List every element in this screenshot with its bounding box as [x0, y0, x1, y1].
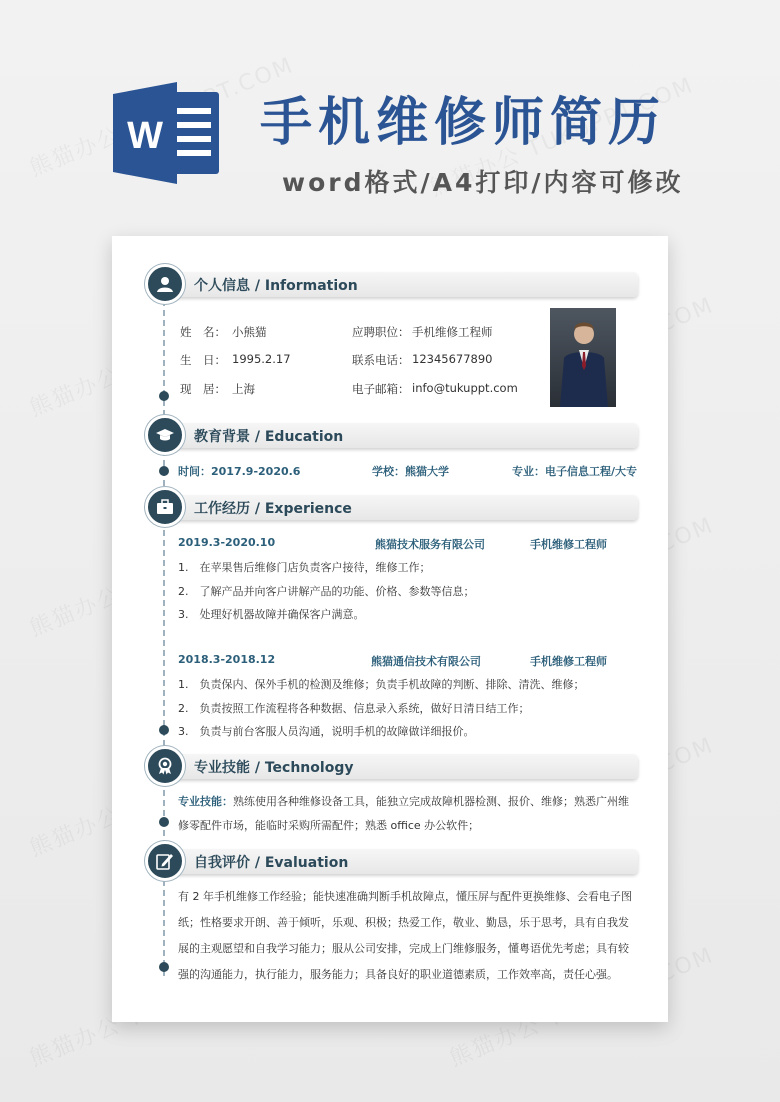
name-value: 小熊猫: [232, 325, 267, 339]
page-title: 手机维修师简历: [260, 93, 667, 153]
job-duty: 2. 负责按照工作流程将各种数据、信息录入系统，做好日清日结工作；: [178, 702, 530, 715]
svg-text:W: W: [127, 115, 163, 157]
section-header-education: [164, 423, 638, 448]
briefcase-icon: [145, 487, 185, 527]
email-label: 电子邮箱：: [352, 382, 410, 396]
timeline-dot: [159, 817, 169, 827]
job-period: 2019.3-2020.10: [178, 536, 276, 549]
education-time: 时间：2017.9-2020.6: [178, 465, 301, 478]
user-icon: [145, 264, 185, 304]
section-title: 专业技能 / Technology: [194, 760, 354, 776]
timeline-dot: [159, 391, 169, 401]
timeline-dot: [159, 725, 169, 735]
job-company: 熊猫技术服务有限公司: [375, 538, 485, 551]
section-header-experience: [164, 495, 638, 520]
profile-photo: [550, 308, 616, 407]
section-header-skills: [164, 754, 638, 779]
birth-value: 1995.2.17: [232, 352, 291, 366]
section-header-evaluation: [164, 849, 638, 874]
job-role: 手机维修工程师: [530, 655, 607, 668]
section-header-info: [164, 272, 638, 297]
section-title: 个人信息 / Information: [194, 278, 358, 294]
section-title: 自我评价 / Evaluation: [194, 855, 349, 871]
graduation-cap-icon: [145, 415, 185, 455]
timeline-dot: [159, 466, 169, 476]
home-label: 现 居：: [180, 382, 226, 396]
phone-label: 联系电话：: [352, 353, 410, 367]
job-company: 熊猫通信技术有限公司: [371, 655, 481, 668]
skills-body: 熟练使用各种维修设备工具，能独立完成故障机器检测、报价、维修；熟悉广州维修零配件市场，能临时采购所需配件；熟悉 office 办公软件；: [178, 795, 629, 832]
timeline-dot: [159, 962, 169, 972]
job-value: 手机维修工程师: [412, 325, 493, 339]
home-value: 上海: [232, 382, 255, 396]
section-title: 工作经历 / Experience: [194, 501, 352, 517]
edit-icon: [145, 841, 185, 881]
job-duty: 2. 了解产品并向客户讲解产品的功能、价格、参数等信息；: [178, 585, 475, 598]
page-subtitle: word格式/A4打印/内容可修改: [282, 168, 684, 197]
section-title: 教育背景 / Education: [194, 429, 344, 445]
resume-sheet: [112, 236, 668, 1022]
name-label: 姓 名：: [180, 325, 226, 339]
job-duty: 3. 处理好机器故障并确保客户满意。: [178, 608, 365, 621]
job-period: 2018.3-2018.12: [178, 653, 276, 666]
job-duty: 1. 在苹果售后维修门店负责客户接待，维修工作；: [178, 561, 431, 574]
phone-value: 12345677890: [412, 352, 493, 366]
job-duty: 3. 负责与前台客服人员沟通，说明手机的故障做详细报价。: [178, 725, 475, 738]
skills-label: 专业技能：: [178, 795, 233, 808]
education-school: 学校：熊猫大学: [372, 465, 449, 478]
job-duty: 1. 负责保内、保外手机的检测及维修；负责手机故障的判断、排除、清洗、维修；: [178, 678, 585, 691]
job-role: 手机维修工程师: [530, 538, 607, 551]
birth-label: 生 日：: [180, 353, 226, 367]
email-value: info@tukuppt.com: [412, 381, 518, 395]
word-logo-icon: [113, 82, 223, 184]
award-icon: [145, 746, 185, 786]
evaluation-text: 有 2 年手机维修工作经验；能快速准确判断手机故障点，懂压屏与配件更换维修、会看电子图纸；性格要求开朗、善于倾听，乐观、积极；热爱工作，敬业、勤恳，乐于思考，具有自我发展的主观愿望和自我学习能力；服从公司安排，完成上门维修服务，懂粤语优先考虑；具有较强的沟通能力，执行能力，服务能力；具备良好的职业道德素质，工作效率高，责任心强。: [178, 890, 632, 981]
education-major: 专业：电子信息工程/大专: [512, 465, 638, 478]
skills-text: [178, 790, 638, 838]
job-label: 应聘职位：: [352, 325, 410, 339]
